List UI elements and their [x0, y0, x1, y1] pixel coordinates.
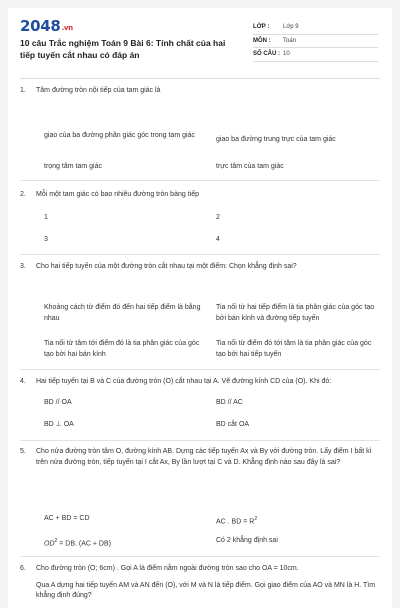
option-b[interactable]: Tia nối từ hai tiếp điểm là tia phân giác của góc tạo bởi bán kính và đường tiếp tuyến [216, 304, 375, 322]
question-3 [20, 262, 380, 273]
question-number: 5. [20, 448, 26, 455]
meta-label: MÔN : [253, 37, 271, 44]
question-number: 4. [20, 378, 26, 385]
worksheet-page [8, 8, 392, 608]
site-logo[interactable]: 2048.vn [20, 17, 73, 35]
option-a[interactable]: Khoảng cách từ điểm đó đến hai tiếp điểm là bằng nhau [44, 304, 201, 322]
meta-label: LỚP : [253, 24, 270, 31]
question-5 [20, 447, 380, 468]
question-4 [20, 377, 380, 388]
option-b[interactable]: giao ba đường trung trực của tam giác [216, 136, 336, 143]
option-c[interactable]: BD ⊥ OA [44, 421, 74, 428]
option-b[interactable]: AC . BD = $R^2$ [216, 516, 258, 526]
question-number: 2. [20, 191, 26, 198]
meta-row-grade [253, 21, 378, 35]
question-1 [20, 86, 380, 97]
document-title: 10 câu Trắc nghiệm Toán 9 Bài 6: Tính chất của hai tiếp tuyến cắt nhau có đáp án [20, 38, 226, 60]
question-number: 6. [20, 565, 26, 572]
meta-row-subject [253, 35, 378, 49]
option-d[interactable]: Tia nối từ điểm đó tới tâm là tia phân giác của góc tạo bởi hai tiếp tuyến [216, 340, 372, 358]
superscript: 2 [54, 538, 58, 544]
page-header [8, 8, 392, 72]
question-6 [20, 564, 380, 602]
option-a[interactable]: BD // OA [44, 399, 72, 406]
option-b[interactable]: 2 [216, 214, 220, 221]
option-d[interactable]: Có 2 khẳng định sai [216, 537, 278, 544]
option-d[interactable]: trực tâm của tam giác [216, 163, 284, 170]
question-divider [20, 180, 380, 181]
header-divider [20, 78, 380, 79]
option-d[interactable]: BD cắt OA [216, 421, 250, 428]
option-c[interactable]: $OD^2$ = DB. (AC + DB) [44, 538, 111, 548]
option-a[interactable]: AC + BD = CD [44, 515, 90, 522]
option-c[interactable]: Tia nối từ tâm tới điểm đó là tia phân giác của góc tạo bởi hai bán kính [44, 340, 200, 358]
question-divider [20, 369, 380, 370]
meta-row-count [253, 48, 378, 62]
option-a[interactable]: giao của ba đường phân giác góc trong tam giác [44, 132, 195, 139]
question-number: 3. [20, 263, 26, 270]
question-stem: Cho hai tiếp tuyến của một đường tròn cắt nhau tại một điểm: Chọn khẳng định sai? [36, 263, 297, 270]
question-stem: Mỗi một tam giác có bao nhiêu đường tròn bàng tiếp [36, 191, 199, 198]
meta-table [253, 21, 378, 62]
question-stem: Hai tiếp tuyến tại B và C của đường tròn (O) cắt nhau tại A. Vẽ đường kính CD của (O). Khi đó: [36, 378, 332, 385]
option-c[interactable]: trọng tâm tam giác [44, 163, 102, 170]
question-divider [20, 254, 380, 255]
question-stem: Tâm đường tròn nội tiếp của tam giác là [36, 87, 161, 94]
option-a[interactable]: 1 [44, 214, 48, 221]
question-divider [20, 440, 380, 441]
option-d[interactable]: 4 [216, 236, 220, 243]
question-divider [20, 556, 380, 557]
question-2 [20, 190, 380, 201]
option-b[interactable]: BD // AC [216, 399, 243, 406]
question-stem: Cho nửa đường tròn tâm O, đường kính AB. Dựng các tiếp tuyến Ax và By với đường tròn. Lấy điểm I bất kì trên nửa đường tròn, tiếp tuyến tại I cắt Ax, By lần lượt tại C và D. Khẳng định nào sau đây là sai? [36, 448, 372, 466]
meta-label: SỐ CÂU : [253, 51, 280, 58]
question-stem-continued: Qua A dựng hai tiếp tuyến AM và AN đến (O), với M và N là tiếp điểm. Gọi giao điểm của AO và MN là H. Tìm khẳng định đúng? [36, 581, 376, 599]
meta-value: Lớp 9 [283, 24, 299, 31]
option-c[interactable]: 3 [44, 236, 48, 243]
meta-value: 10 [283, 51, 290, 58]
superscript: 2 [254, 516, 258, 522]
meta-value: Toán [283, 37, 297, 44]
question-number: 1. [20, 87, 26, 94]
question-stem: Cho đường tròn (O; 6cm) . Gọi A là điểm nằm ngoài đường tròn sao cho OA = 10cm. [36, 565, 299, 572]
